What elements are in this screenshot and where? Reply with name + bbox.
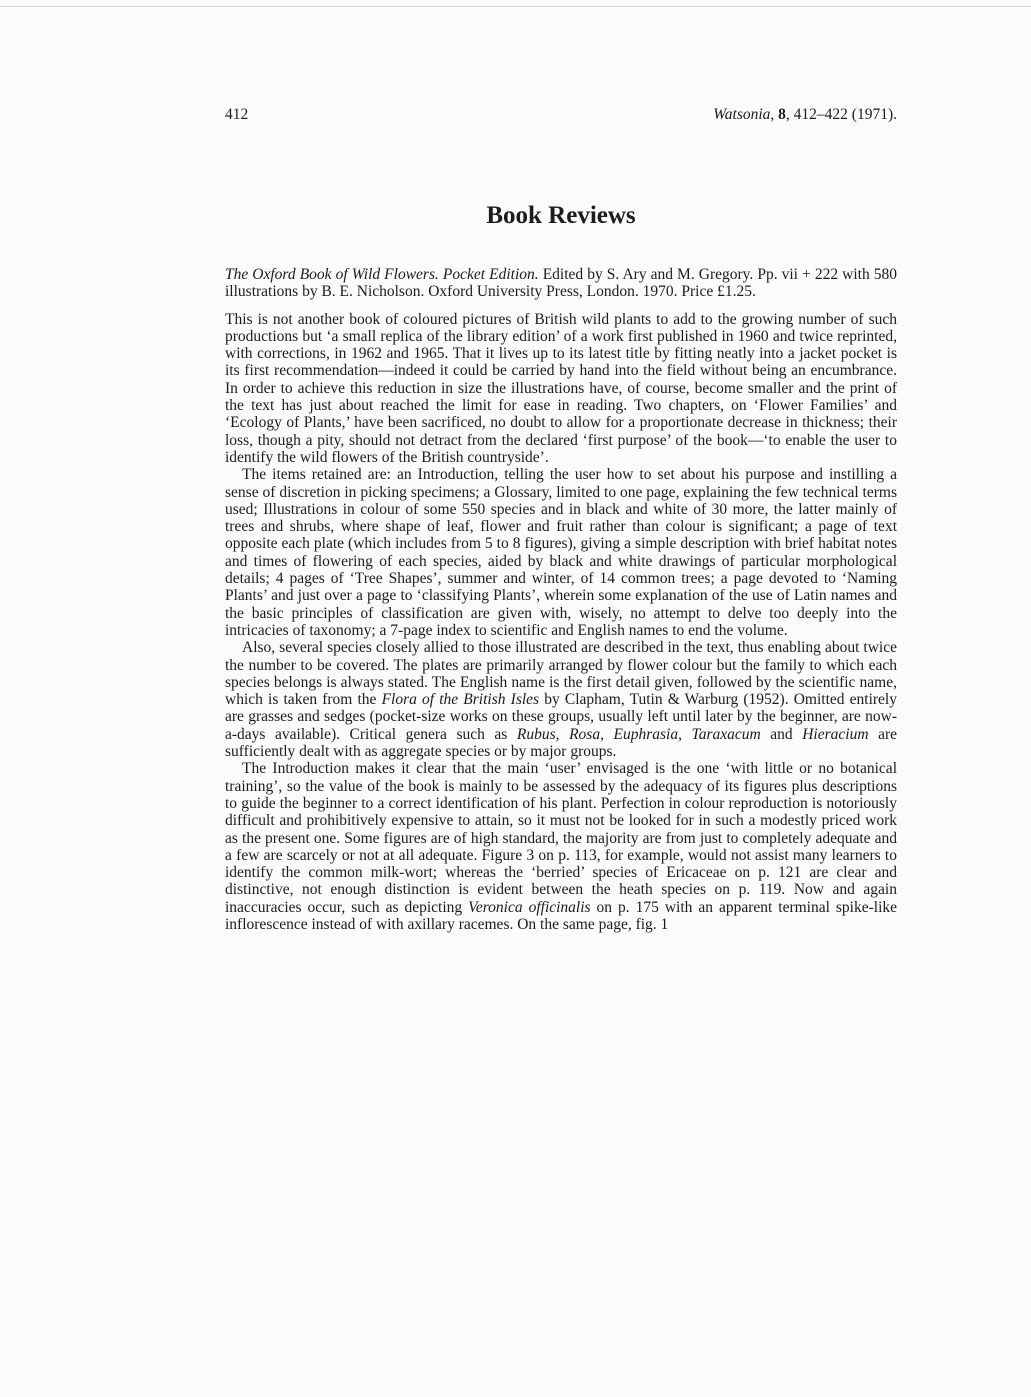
bibliographic-entry xyxy=(225,266,897,301)
genus-name: Taraxacum xyxy=(691,725,761,743)
journal-name: Watsonia xyxy=(713,106,771,123)
journal-volume: 8 xyxy=(778,106,786,123)
genus-name: Rubus xyxy=(516,725,556,743)
page-number: 412 xyxy=(225,106,249,123)
running-head xyxy=(225,106,897,126)
text-run: and xyxy=(760,725,803,743)
text-run: , xyxy=(678,725,692,743)
text-run: Also, several species closely allied to those illustrated are described in the text, thus enabling about twice the number to be covered. The plates are primarily arranged by flower colour but the family to which each species belongs is always stated. The English name is the first detail given, followed by the scientific name, which is taken from the xyxy=(225,639,897,709)
text-run: , xyxy=(600,725,614,743)
text-run: The Introduction makes it clear that the main ‘user’ envisaged is the one ‘with little or no botanical training’, so the value of the book is mainly to be assessed by the adequacy of its figures plus descriptions to guide the beginner to a correct identification of his plant. Perfection in colour reproduction is notoriously difficult and prohibitively expensive to attain, so it must not be looked for in such a modestly priced work as the present one. Some figures are of high standard, the majority are from just to completely adequate and a few are scarcely or not at all adequate. Figure 3 on p. 113, for example, would not assist many learners to identify the common milk-wort; whereas the ‘berried’ species of Ericaceae on p. 121 are clear and distinctive, not enough distinction is evident between the heath species on p. 119. Now and again inaccuracies occur, such as depicting xyxy=(225,760,897,916)
review-paragraph-1: This is not another book of coloured pictures of British wild plants to add to the growing number of such productions but ‘a small replica of the library edition’ of a work first published in 1960 and twice reprinted, with corrections, in 1962 and 1965. That it lives up to its latest title by fitting neatly into a jacket pocket is its first recommendation—indeed it could be carried by hand into the field without being an encumbrance. In order to achieve this reduction in size the illustrations have, of course, become smaller and the print of the text has just about reached the limit for ease in reading. Two chapters, on ‘Flower Families’ and ‘Ecology of Plants,’ have been sacrificed, no doubt to allow for a proportionate decrease in thickness; their loss, though a pity, should not detract from the declared ‘first purpose’ of the book—‘to enable the user to identify the wild flowers of the British countryside’. xyxy=(225,310,897,466)
book-details: Edited by S. Ary and M. Gregory. Pp. vii + 222 with 580 illustrations by B. E. Nicholson. Oxford University Press, London. 1970. Price £1.25. xyxy=(225,266,897,301)
review-paragraph-4 xyxy=(225,760,897,933)
text-run: , xyxy=(555,725,570,743)
species-name: Veronica officinalis xyxy=(468,898,591,916)
genus-name: Hieracium xyxy=(802,725,869,743)
genus-name: Rosa xyxy=(569,725,601,743)
text-run: by Clapham, Tutin & Warburg (1952). Omitted entirely are grasses and sedges (pocket-size works on these groups, usually left until later by the beginner, are now-a-days available). Critical genera such as xyxy=(225,691,897,743)
book-title: The Oxford Book of Wild Flowers. Pocket Edition. xyxy=(225,266,539,283)
text-run: on p. 175 with an apparent terminal spike-like inflorescence instead of with axillary racemes. On the same page, fig. 1 xyxy=(225,898,898,933)
scan-edge-line xyxy=(0,6,1031,7)
review-content xyxy=(225,266,897,933)
text-run: are sufficiently dealt with as aggregate species or by major groups. xyxy=(225,725,898,761)
flora-title: Flora of the British Isles xyxy=(381,691,540,709)
review-paragraph-2: The items retained are: an Introduction, telling the user how to set about his purpose and instilling a sense of discretion in picking specimens; a Glossary, limited to one page, explaining the few technical terms used; Illustrations in colour of some 550 species and in black and white of 30 more, the latter mainly of trees and shrubs, where shape of leaf, flower and fruit rather than colour is significant; a page of text opposite each plate (which includes from 5 to 8 figures), giving a simple description with brief habitat notes and times of flowering of each species, aided by black and white drawings of particular morphological details; 4 pages of ‘Tree Shapes’, summer and winter, of 14 common trees; a page devoted to ‘Naming Plants’ and just over a page to ‘classifying Plants’, wherein some explanation of the use of Latin names and the basic principles of classification are given with, wisely, no attempt to delve too deeply into the intricacies of taxonomy; a 7-page index to scientific and English names to end the volume. xyxy=(225,466,897,639)
genus-name: Euphrasia xyxy=(613,725,679,743)
journal-citation: Watsonia, 8, 412–422 (1971). xyxy=(713,106,897,123)
section-title: Book Reviews xyxy=(486,202,636,229)
review-paragraph-3 xyxy=(225,639,897,760)
journal-pages-year: , 412–422 (1971). xyxy=(785,106,897,123)
